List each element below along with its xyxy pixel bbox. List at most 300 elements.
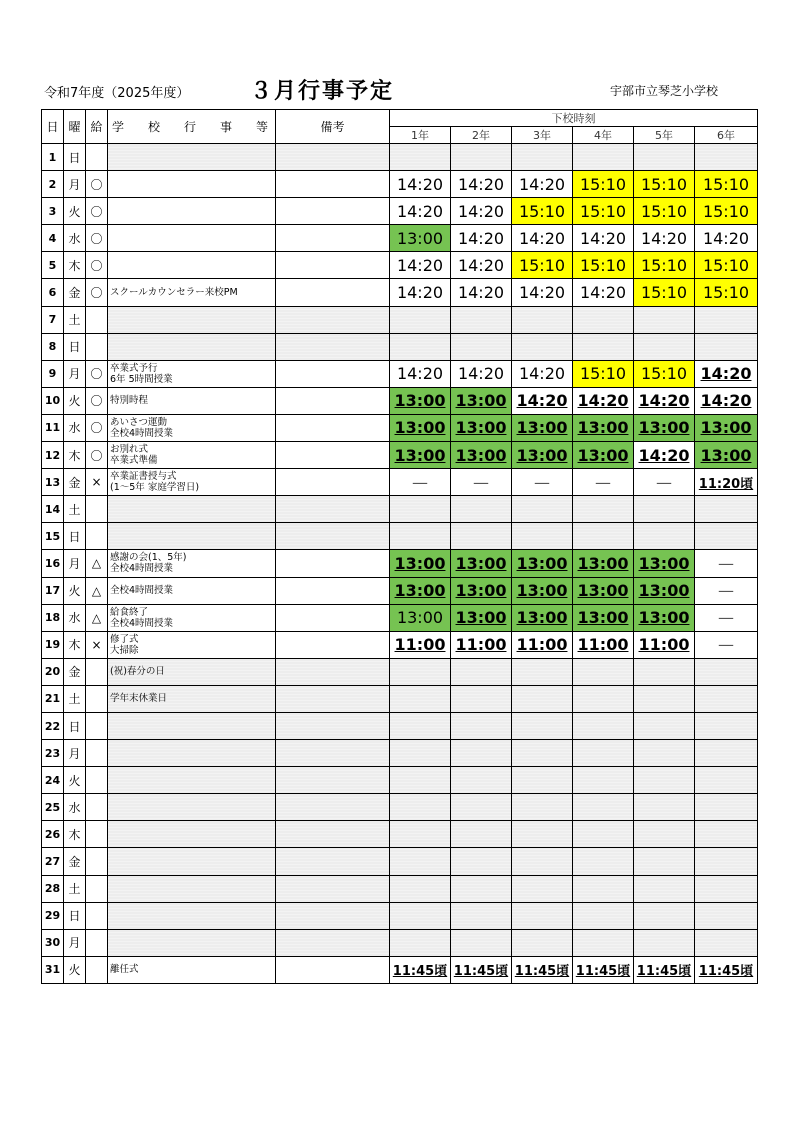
meal-cell: 〇 (86, 225, 108, 252)
dismissal-time-cell: 13:00 (451, 414, 512, 441)
dismissal-time-cell (634, 740, 695, 767)
meal-cell: 〇 (86, 198, 108, 225)
events-cell (108, 875, 276, 902)
dismissal-time-cell (451, 523, 512, 550)
dismissal-time-cell: 15:10 (573, 198, 634, 225)
schedule-row (42, 794, 758, 821)
schedule-row (42, 712, 758, 739)
dismissal-time-cell: 14:20 (634, 225, 695, 252)
meal-cell (86, 848, 108, 875)
day-cell: 26 (42, 821, 64, 848)
dismissal-time-cell: — (634, 469, 695, 496)
dismissal-time-cell: 11:45頃 (573, 956, 634, 983)
dismissal-time-cell: 13:00 (573, 604, 634, 631)
dismissal-time-cell (451, 496, 512, 523)
notes-cell (276, 496, 390, 523)
dismissal-time-cell: 14:20 (573, 225, 634, 252)
schedule-row (42, 387, 758, 414)
weekday-cell: 月 (64, 550, 86, 577)
dismissal-time-cell (634, 496, 695, 523)
dismissal-time-cell (634, 144, 695, 171)
schedule-row (42, 469, 758, 496)
dismissal-time-cell: 15:10 (634, 360, 695, 387)
dismissal-time-cell: 14:20 (451, 198, 512, 225)
events-cell (108, 658, 276, 685)
dismissal-time-cell (390, 658, 451, 685)
meal-cell (86, 794, 108, 821)
dismissal-time-cell (390, 740, 451, 767)
event-line: 全校4時間授業 (110, 585, 174, 597)
dismissal-time-cell: 14:20 (512, 225, 573, 252)
schedule-row (42, 144, 758, 171)
dismissal-time-cell: 15:10 (573, 252, 634, 279)
dismissal-time-cell (390, 144, 451, 171)
dismissal-time-cell: 14:20 (512, 171, 573, 198)
event-line: 大掃除 (110, 644, 139, 656)
dismissal-time-cell (451, 333, 512, 360)
meal-cell (86, 144, 108, 171)
weekday-cell: 金 (64, 469, 86, 496)
dismissal-time-cell: 15:10 (695, 198, 758, 225)
weekday-cell: 月 (64, 740, 86, 767)
schedule-table (41, 109, 758, 984)
notes-cell (276, 577, 390, 604)
events-cell (108, 577, 276, 604)
event-line: お別れ式 (110, 444, 149, 456)
events-cell (108, 442, 276, 469)
day-cell: 19 (42, 631, 64, 658)
dismissal-time-cell: 14:20 (695, 225, 758, 252)
day-cell: 2 (42, 171, 64, 198)
dismissal-time-cell (512, 740, 573, 767)
schedule-row (42, 577, 758, 604)
dismissal-time-cell: 13:00 (390, 442, 451, 469)
dismissal-time-cell (573, 523, 634, 550)
event-line: 学年末休業日 (110, 693, 168, 705)
dismissal-time-cell: — (451, 469, 512, 496)
dismissal-time-cell: 11:00 (390, 631, 451, 658)
day-cell: 30 (42, 929, 64, 956)
day-cell: 13 (42, 469, 64, 496)
col-dismissal-header: 下校時刻 (390, 110, 758, 127)
dismissal-time-cell (695, 848, 758, 875)
dismissal-time-cell (695, 333, 758, 360)
dismissal-time-cell: 11:45頃 (512, 956, 573, 983)
dismissal-time-cell (390, 767, 451, 794)
events-cell (108, 848, 276, 875)
schedule-row (42, 848, 758, 875)
weekday-cell: 木 (64, 631, 86, 658)
col-meal-header: 給 (86, 110, 108, 144)
dismissal-time-cell (634, 658, 695, 685)
weekday-cell: 日 (64, 144, 86, 171)
dismissal-time-cell (451, 929, 512, 956)
events-cell (108, 198, 276, 225)
dismissal-time-cell (695, 794, 758, 821)
dismissal-time-cell: 13:00 (390, 387, 451, 414)
dismissal-time-cell (573, 333, 634, 360)
schedule-row (42, 333, 758, 360)
event-line: 修了式 (110, 633, 139, 645)
notes-cell (276, 929, 390, 956)
events-cell (108, 144, 276, 171)
day-cell: 28 (42, 875, 64, 902)
day-cell: 5 (42, 252, 64, 279)
dismissal-time-cell (512, 712, 573, 739)
dismissal-time-cell (573, 496, 634, 523)
event-line: あいさつ運動 (110, 416, 168, 428)
day-cell: 9 (42, 360, 64, 387)
events-cell (108, 712, 276, 739)
dismissal-time-cell (512, 875, 573, 902)
notes-cell (276, 225, 390, 252)
page-title: ３月行事予定 (250, 79, 395, 104)
dismissal-time-cell: 11:45頃 (695, 956, 758, 983)
day-cell: 8 (42, 333, 64, 360)
dismissal-time-cell: 15:10 (695, 279, 758, 306)
dismissal-time-cell (451, 144, 512, 171)
dismissal-time-cell: 14:20 (634, 387, 695, 414)
schedule-row (42, 875, 758, 902)
dismissal-time-cell: 14:20 (451, 225, 512, 252)
meal-cell: 〇 (86, 387, 108, 414)
event-line: 給食終了 (110, 606, 149, 618)
weekday-cell: 月 (64, 360, 86, 387)
dismissal-time-cell: 14:20 (390, 279, 451, 306)
dismissal-time-cell: 14:20 (451, 279, 512, 306)
meal-cell: 〇 (86, 360, 108, 387)
dismissal-time-cell: 14:20 (390, 252, 451, 279)
events-cell (108, 387, 276, 414)
dismissal-time-cell: 13:00 (573, 414, 634, 441)
meal-cell (86, 929, 108, 956)
dismissal-time-cell (390, 685, 451, 712)
schedule-row (42, 414, 758, 441)
meal-cell (86, 767, 108, 794)
weekday-cell: 月 (64, 171, 86, 198)
notes-cell (276, 523, 390, 550)
dismissal-time-cell: 14:20 (512, 387, 573, 414)
notes-cell (276, 171, 390, 198)
meal-cell (86, 902, 108, 929)
dismissal-time-cell (390, 821, 451, 848)
dismissal-time-cell (390, 794, 451, 821)
dismissal-time-cell: — (695, 631, 758, 658)
events-cell (108, 604, 276, 631)
dismissal-time-cell (695, 712, 758, 739)
dismissal-time-cell (573, 875, 634, 902)
event-line: 特別時程 (110, 395, 149, 407)
events-cell (108, 469, 276, 496)
grade-header: 2年 (451, 127, 512, 144)
day-cell: 3 (42, 198, 64, 225)
event-line: (祝)春分の日 (110, 666, 165, 678)
meal-cell: △ (86, 604, 108, 631)
dismissal-time-cell (451, 767, 512, 794)
grade-header: 3年 (512, 127, 573, 144)
dismissal-time-cell (695, 875, 758, 902)
dismissal-time-cell: 13:00 (512, 414, 573, 441)
meal-cell: 〇 (86, 442, 108, 469)
weekday-cell: 水 (64, 414, 86, 441)
dismissal-time-cell (390, 929, 451, 956)
dismissal-time-cell: — (573, 469, 634, 496)
dismissal-time-cell: 13:00 (573, 442, 634, 469)
dismissal-time-cell: 13:00 (573, 577, 634, 604)
dismissal-time-cell: 14:20 (695, 360, 758, 387)
meal-cell (86, 712, 108, 739)
event-line: 卒業証書授与式 (110, 471, 177, 483)
grade-header: 5年 (634, 127, 695, 144)
dismissal-time-cell: 14:20 (573, 387, 634, 414)
notes-cell (276, 442, 390, 469)
weekday-cell: 木 (64, 821, 86, 848)
events-cell (108, 306, 276, 333)
weekday-cell: 日 (64, 902, 86, 929)
dismissal-time-cell (695, 767, 758, 794)
schedule-row (42, 496, 758, 523)
dismissal-time-cell (695, 306, 758, 333)
dismissal-time-cell (573, 658, 634, 685)
dismissal-time-cell (573, 902, 634, 929)
dismissal-time-cell (634, 306, 695, 333)
events-cell (108, 333, 276, 360)
weekday-cell: 土 (64, 496, 86, 523)
notes-cell (276, 252, 390, 279)
notes-cell (276, 956, 390, 983)
event-line: 感謝の会(1、5年) (110, 552, 187, 564)
weekday-cell: 日 (64, 333, 86, 360)
dismissal-time-cell (390, 875, 451, 902)
notes-cell (276, 387, 390, 414)
notes-cell (276, 360, 390, 387)
schedule-row (42, 306, 758, 333)
dismissal-time-cell: 11:45頃 (451, 956, 512, 983)
notes-cell (276, 469, 390, 496)
dismissal-time-cell: 13:00 (634, 550, 695, 577)
day-cell: 15 (42, 523, 64, 550)
dismissal-time-cell (390, 306, 451, 333)
dismissal-time-cell (634, 767, 695, 794)
dismissal-time-cell: — (512, 469, 573, 496)
weekday-cell: 土 (64, 685, 86, 712)
day-cell: 17 (42, 577, 64, 604)
dismissal-time-cell (634, 523, 695, 550)
dismissal-time-cell (512, 144, 573, 171)
notes-cell (276, 848, 390, 875)
weekday-cell: 日 (64, 712, 86, 739)
dismissal-time-cell: 13:00 (634, 604, 695, 631)
dismissal-time-cell: 15:10 (634, 279, 695, 306)
dismissal-time-cell: — (695, 604, 758, 631)
day-cell: 27 (42, 848, 64, 875)
col-notes-header: 備考 (276, 110, 390, 144)
weekday-cell: 木 (64, 252, 86, 279)
dismissal-time-cell: 13:00 (390, 225, 451, 252)
dismissal-time-cell (573, 929, 634, 956)
grade-header: 1年 (390, 127, 451, 144)
meal-cell: × (86, 631, 108, 658)
day-cell: 21 (42, 685, 64, 712)
dismissal-time-cell (512, 685, 573, 712)
dismissal-time-cell (634, 712, 695, 739)
notes-cell (276, 685, 390, 712)
events-cell (108, 929, 276, 956)
col-day-header: 日 (42, 110, 64, 144)
weekday-cell: 火 (64, 198, 86, 225)
dismissal-time-cell (512, 496, 573, 523)
dismissal-time-cell (390, 848, 451, 875)
meal-cell: 〇 (86, 171, 108, 198)
notes-cell (276, 712, 390, 739)
dismissal-time-cell (512, 523, 573, 550)
weekday-cell: 水 (64, 225, 86, 252)
meal-cell (86, 956, 108, 983)
event-line: 6年 5時間授業 (110, 373, 173, 385)
dismissal-time-cell (512, 306, 573, 333)
meal-cell: △ (86, 577, 108, 604)
dismissal-time-cell (451, 902, 512, 929)
weekday-cell: 土 (64, 306, 86, 333)
dismissal-time-cell: 11:45頃 (634, 956, 695, 983)
day-cell: 31 (42, 956, 64, 983)
day-cell: 7 (42, 306, 64, 333)
dismissal-time-cell (390, 496, 451, 523)
weekday-cell: 木 (64, 442, 86, 469)
dismissal-time-cell (695, 740, 758, 767)
dismissal-time-cell: 13:00 (512, 550, 573, 577)
dismissal-time-cell: 14:20 (634, 442, 695, 469)
dismissal-time-cell: 13:00 (573, 550, 634, 577)
dismissal-time-cell (695, 496, 758, 523)
day-cell: 6 (42, 279, 64, 306)
dismissal-time-cell (451, 306, 512, 333)
weekday-cell: 火 (64, 767, 86, 794)
day-cell: 25 (42, 794, 64, 821)
dismissal-time-cell: 15:10 (573, 171, 634, 198)
dismissal-time-cell: 14:20 (573, 279, 634, 306)
dismissal-time-cell: 13:00 (390, 577, 451, 604)
notes-cell (276, 604, 390, 631)
dismissal-time-cell (634, 848, 695, 875)
dismissal-time-cell (512, 767, 573, 794)
dismissal-time-cell: 13:00 (451, 387, 512, 414)
dismissal-time-cell: 13:00 (634, 577, 695, 604)
schedule-row (42, 685, 758, 712)
dismissal-time-cell (390, 712, 451, 739)
day-cell: 1 (42, 144, 64, 171)
dismissal-time-cell: 14:20 (390, 171, 451, 198)
dismissal-time-cell: 13:00 (451, 604, 512, 631)
dismissal-time-cell: 11:00 (573, 631, 634, 658)
notes-cell (276, 794, 390, 821)
meal-cell (86, 333, 108, 360)
day-cell: 24 (42, 767, 64, 794)
meal-cell (86, 523, 108, 550)
dismissal-time-cell: 11:20頃 (695, 469, 758, 496)
schedule-row (42, 252, 758, 279)
day-cell: 11 (42, 414, 64, 441)
dismissal-time-cell (451, 712, 512, 739)
dismissal-time-cell: 14:20 (451, 252, 512, 279)
grade-header: 4年 (573, 127, 634, 144)
event-line: (1～5年 家庭学習日) (110, 482, 200, 494)
notes-cell (276, 658, 390, 685)
events-cell (108, 279, 276, 306)
notes-cell (276, 550, 390, 577)
dismissal-time-cell: 13:00 (451, 442, 512, 469)
dismissal-time-cell: 11:45頃 (390, 956, 451, 983)
schedule-row (42, 902, 758, 929)
col-events-header: 学 校 行 事 等 (108, 110, 276, 144)
events-cell (108, 414, 276, 441)
day-cell: 16 (42, 550, 64, 577)
dismissal-time-cell (695, 821, 758, 848)
dismissal-time-cell (634, 902, 695, 929)
dismissal-time-cell (573, 144, 634, 171)
schedule-row (42, 171, 758, 198)
dismissal-time-cell: 14:20 (512, 360, 573, 387)
weekday-cell: 火 (64, 577, 86, 604)
meal-cell: 〇 (86, 252, 108, 279)
dismissal-time-cell: 15:10 (634, 252, 695, 279)
dismissal-time-cell (451, 685, 512, 712)
schedule-row (42, 604, 758, 631)
dismissal-time-cell: 13:00 (634, 414, 695, 441)
dismissal-time-cell: 14:20 (695, 387, 758, 414)
dismissal-time-cell: — (695, 550, 758, 577)
school-name: 宇部市立琴芝小学校 (610, 84, 719, 98)
dismissal-time-cell (634, 685, 695, 712)
event-line: 離任式 (110, 964, 139, 976)
day-cell: 22 (42, 712, 64, 739)
fiscal-year-label: 令和7年度（2025年度） (44, 86, 190, 101)
dismissal-time-cell: — (695, 577, 758, 604)
day-cell: 20 (42, 658, 64, 685)
events-cell (108, 252, 276, 279)
weekday-cell: 金 (64, 848, 86, 875)
dismissal-time-cell (451, 658, 512, 685)
dismissal-time-cell: 15:10 (634, 171, 695, 198)
notes-cell (276, 198, 390, 225)
dismissal-time-cell (390, 902, 451, 929)
schedule-row (42, 198, 758, 225)
notes-cell (276, 631, 390, 658)
dismissal-time-cell: 14:20 (390, 198, 451, 225)
dismissal-time-cell (512, 902, 573, 929)
notes-cell (276, 414, 390, 441)
weekday-cell: 火 (64, 956, 86, 983)
schedule-row (42, 956, 758, 983)
dismissal-time-cell: 14:20 (512, 279, 573, 306)
events-cell (108, 821, 276, 848)
dismissal-time-cell (634, 929, 695, 956)
event-line: スクールカウンセラー来校PM (110, 287, 238, 299)
dismissal-time-cell: 13:00 (695, 414, 758, 441)
dismissal-time-cell (451, 821, 512, 848)
events-cell (108, 685, 276, 712)
meal-cell: 〇 (86, 279, 108, 306)
weekday-cell: 火 (64, 387, 86, 414)
events-cell (108, 740, 276, 767)
dismissal-time-cell: 15:10 (573, 360, 634, 387)
notes-cell (276, 333, 390, 360)
dismissal-time-cell (695, 902, 758, 929)
schedule-row (42, 929, 758, 956)
weekday-cell: 土 (64, 875, 86, 902)
col-weekday-header: 曜 (64, 110, 86, 144)
dismissal-time-cell (573, 685, 634, 712)
